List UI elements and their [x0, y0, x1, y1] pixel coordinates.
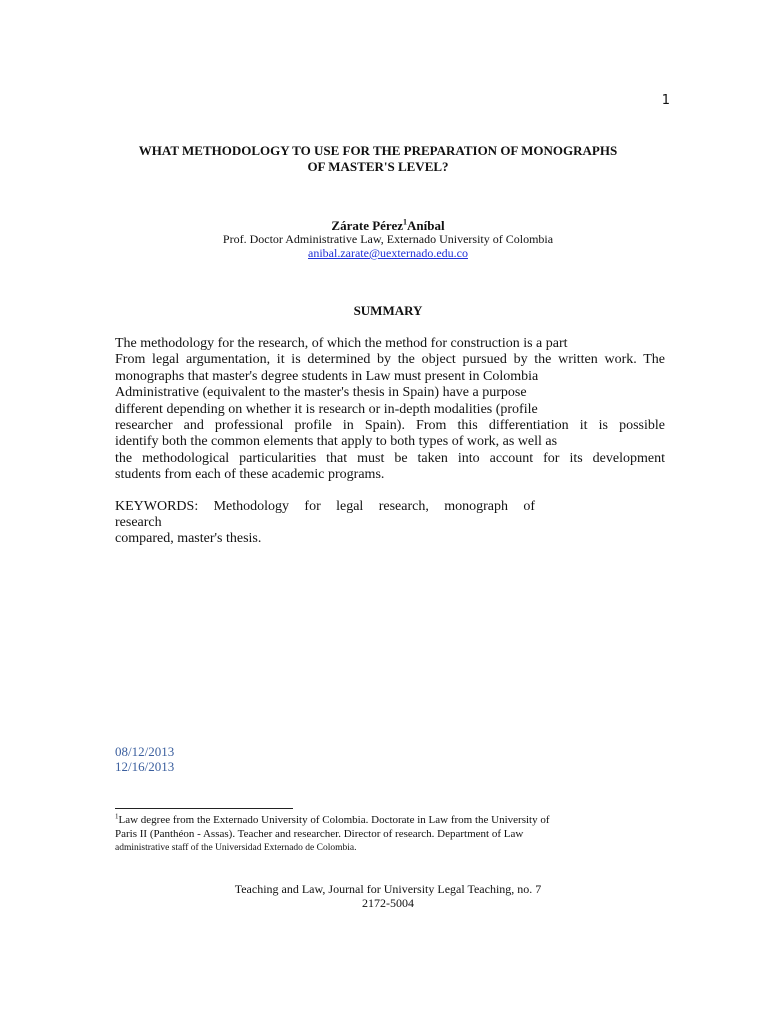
keywords-line-2: research	[115, 515, 162, 530]
summary-line: The methodology for the research, of which the method for construction is a part	[115, 336, 568, 351]
title-line-1: WHAT METHODOLOGY TO USE FOR THE PREPARATION OF MONOGRAPHS	[138, 143, 618, 158]
journal-name: Teaching and Law, Journal for University Legal Teaching, no. 7	[234, 882, 542, 896]
summary-line: Administrative (equivalent to the master's thesis in Spain) have a purpose	[115, 385, 527, 401]
author-surname: Zárate Pérez	[331, 218, 403, 233]
date-accepted: 12/16/2013	[115, 759, 175, 774]
summary-heading: SUMMARY	[353, 303, 423, 318]
author-name	[200, 218, 576, 233]
submission-dates	[115, 744, 315, 774]
keywords-line-3: compared, master's thesis.	[115, 531, 262, 546]
footnote-line-3: administrative staff of the Universidad Externado de Colombia.	[115, 843, 357, 853]
date-received: 08/12/2013	[115, 744, 175, 759]
summary-line: the methodological particularities that must be taken into account for its development	[115, 450, 665, 466]
title-line-2: OF MASTER'S LEVEL?	[307, 159, 449, 174]
footnote-line-2: Paris II (Panthéon - Assas). Teacher and researcher. Director of research. Department of Law	[115, 828, 524, 840]
author-given-name: Aníbal	[407, 218, 445, 233]
summary-line: From legal argumentation, it is determined by the object pursued by the written work. The	[115, 352, 665, 368]
footnote-divider	[115, 808, 293, 809]
summary-line: different depending on whether it is research or in-depth modalities (profile	[115, 401, 538, 417]
keywords	[115, 499, 535, 547]
summary-line: researcher and professional profile in Spain). From this differentiation it is possible	[115, 417, 665, 433]
document-title	[100, 143, 656, 175]
footnote-mark: 1	[115, 812, 119, 821]
footnote	[115, 813, 675, 855]
journal-citation	[150, 882, 626, 910]
summary-line: students from each of these academic programs.	[115, 467, 385, 483]
journal-issn: 2172-5004	[362, 896, 414, 910]
page-number: 1	[661, 93, 670, 108]
footnote-line-1: Law degree from the Externado University of Colombia. Doctorate in Law from the University of	[118, 814, 550, 826]
summary-text	[115, 336, 665, 484]
author-footnote-mark: 1	[403, 217, 407, 227]
keywords-line-1: KEYWORDS: Methodology for legal research, monograph of	[115, 499, 535, 514]
summary-line: monographs that master's degree students in Law must present in Colombia	[115, 368, 539, 384]
summary-line: identify both the common elements that apply to both types of work, as well as	[115, 434, 558, 450]
author-affiliation: Prof. Doctor Administrative Law, Externado University of Colombia	[222, 232, 554, 246]
author-email-link[interactable]: anibal.zarate@uexternado.edu.co	[308, 246, 468, 260]
